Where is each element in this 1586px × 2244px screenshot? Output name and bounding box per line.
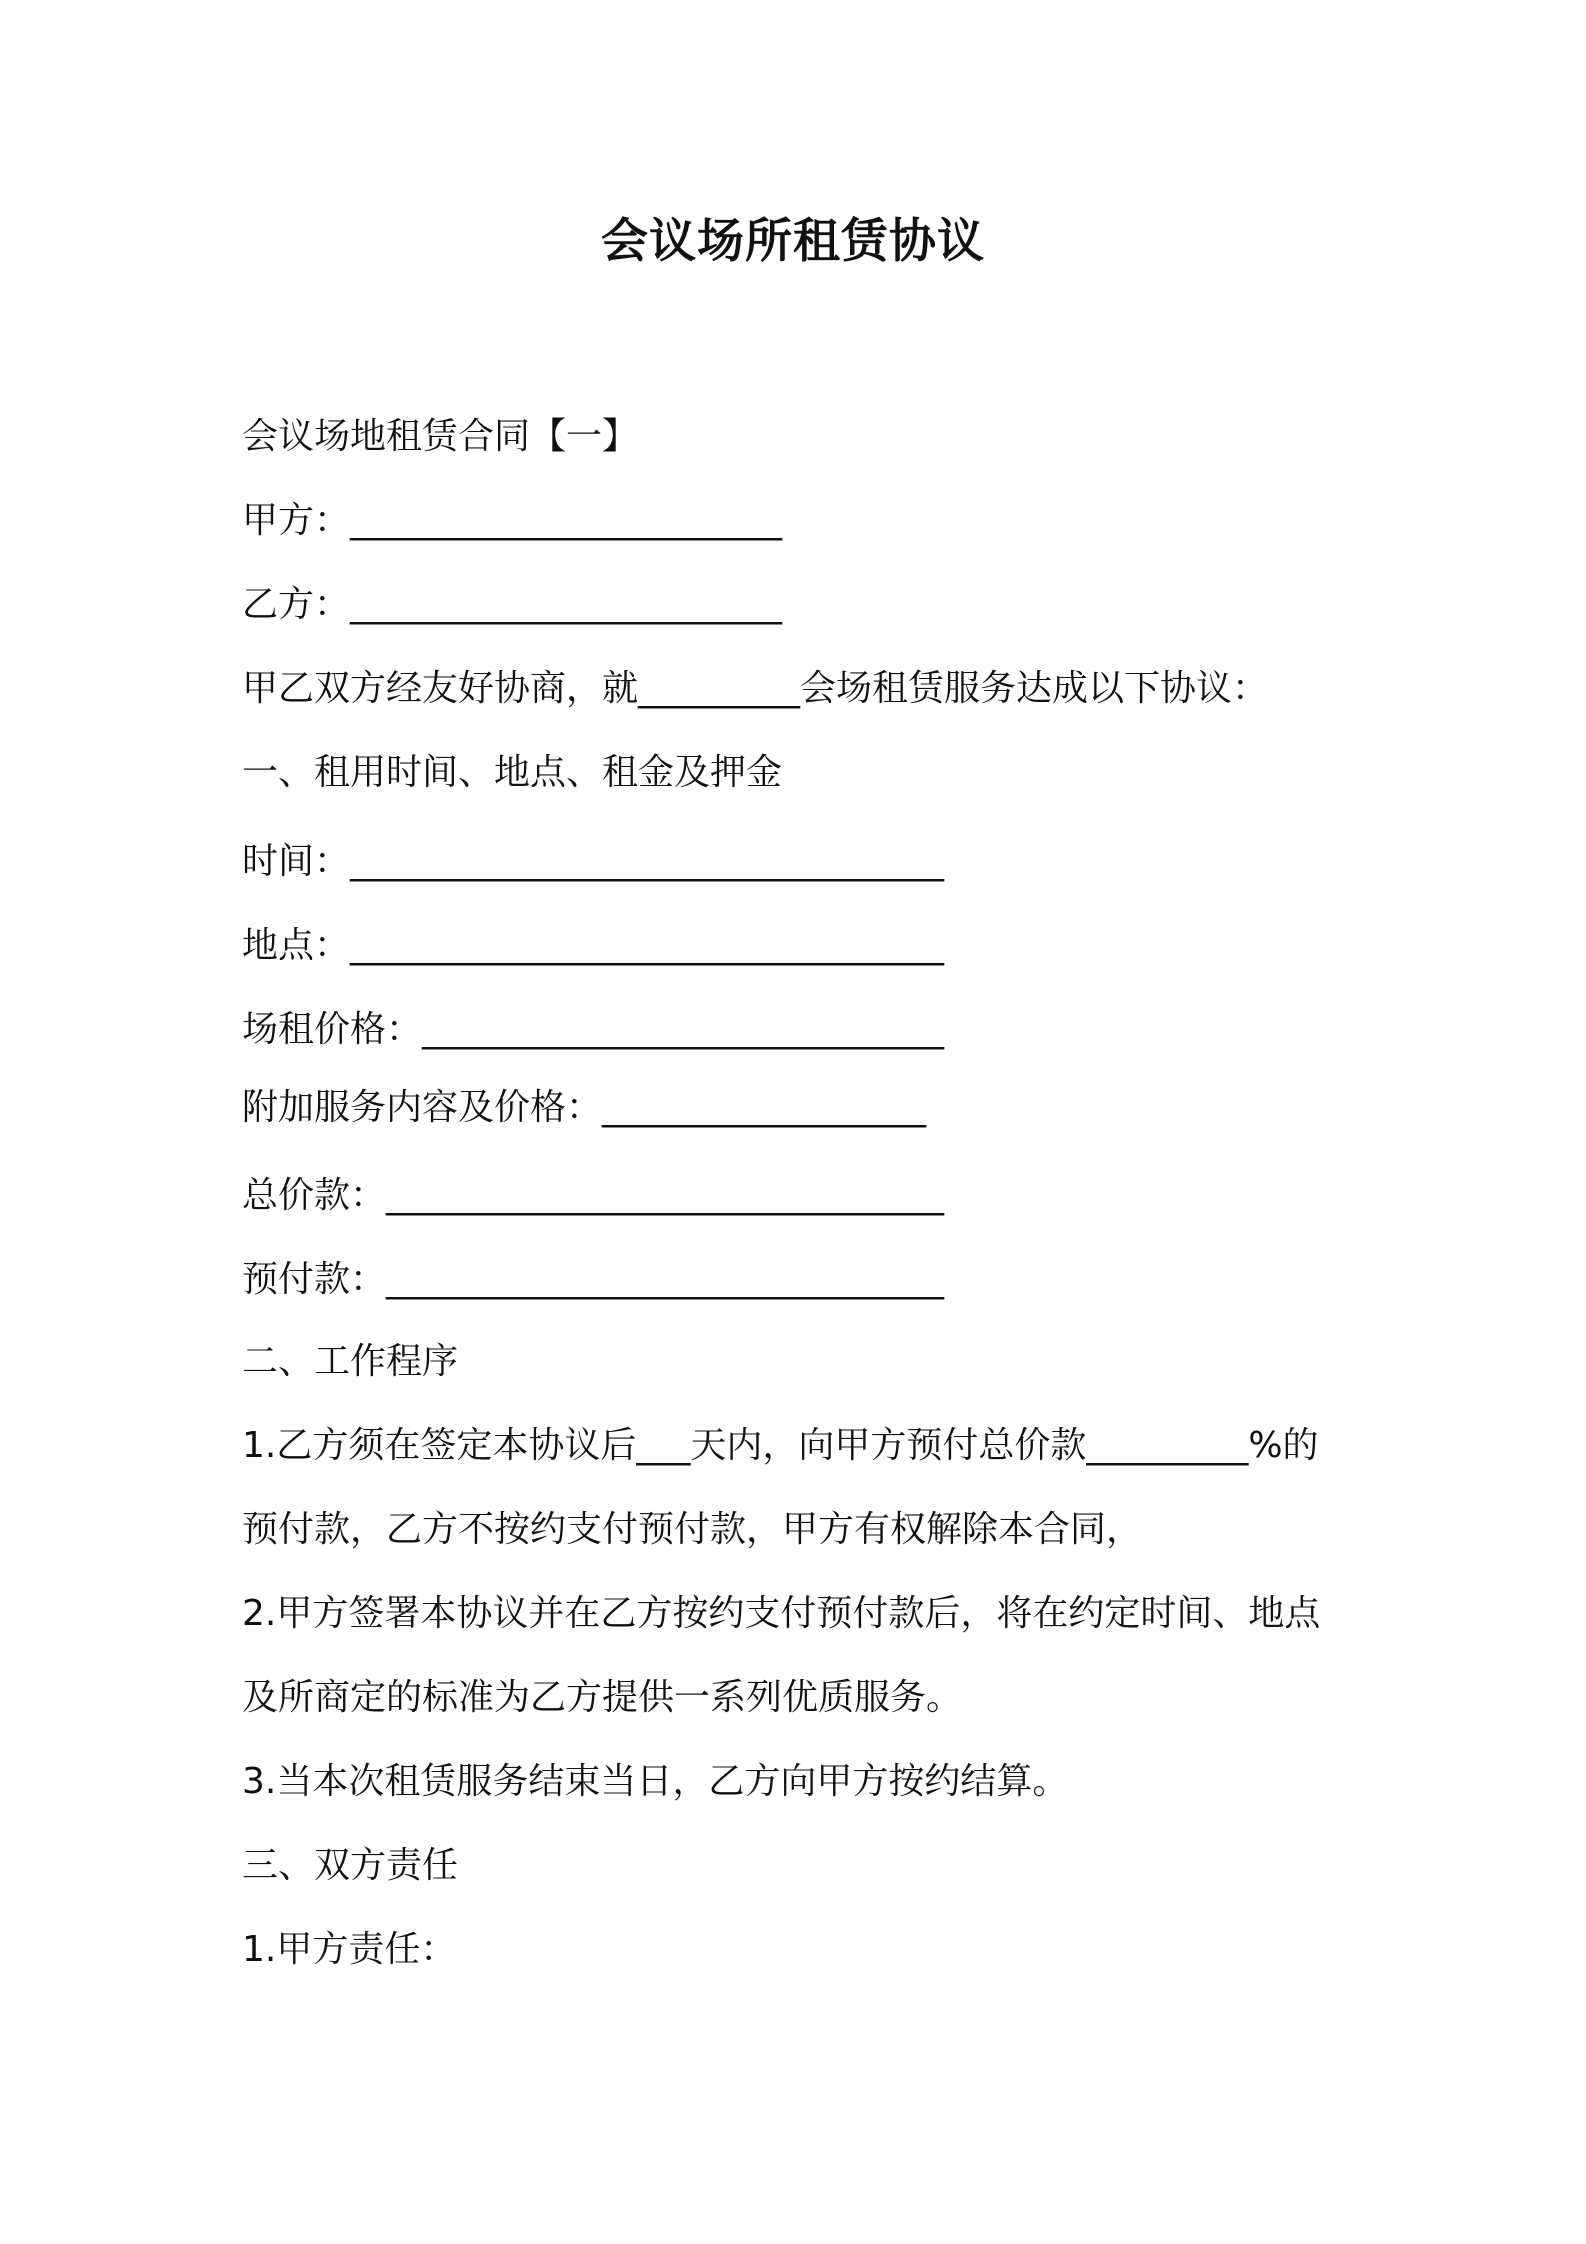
procedure-1-line-2: 预付款，乙方不按约支付预付款，甲方有权解除本合同， <box>242 1509 1143 1550</box>
procedure-2-line-2: 及所商定的标准为乙方提供一系列优质服务。 <box>242 1677 963 1718</box>
procedure-2-line-1: 2.甲方签署本协议并在乙方按约支付预付款后，将在约定时间、地点 <box>242 1593 1321 1634</box>
party-a-line: 甲方：________________________ <box>242 500 783 541</box>
agreement-intro: 甲乙双方经友好协商，就_________会场租赁服务达成以下协议： <box>242 668 1269 709</box>
contract-subtitle: 会议场地租赁合同【一】 <box>242 416 639 457</box>
extra-services-line: 附加服务内容及价格：__________________ <box>242 1087 927 1128</box>
rent-price-line: 场租价格：_____________________________ <box>242 1009 945 1050</box>
procedure-3-line: 3.当本次租赁服务结束当日，乙方向甲方按约结算。 <box>242 1761 1069 1802</box>
party-b-line: 乙方：________________________ <box>242 584 783 625</box>
location-line: 地点：_________________________________ <box>242 925 945 966</box>
section-1-heading: 一、租用时间、地点、租金及押金 <box>242 752 783 793</box>
prepayment-line: 预付款：_______________________________ <box>242 1259 945 1300</box>
document-title: 会议场所租赁协议 <box>601 214 985 269</box>
section-3-heading: 三、双方责任 <box>242 1845 459 1886</box>
party-a-duty-heading: 1.甲方责任： <box>242 1929 457 1970</box>
time-line: 时间：_________________________________ <box>242 841 945 882</box>
procedure-1-line-1: 1.乙方须在签定本协议后___天内，向甲方预付总价款_________%的 <box>242 1425 1319 1466</box>
section-2-heading: 二、工作程序 <box>242 1341 459 1382</box>
total-price-line: 总价款：_______________________________ <box>242 1175 945 1216</box>
